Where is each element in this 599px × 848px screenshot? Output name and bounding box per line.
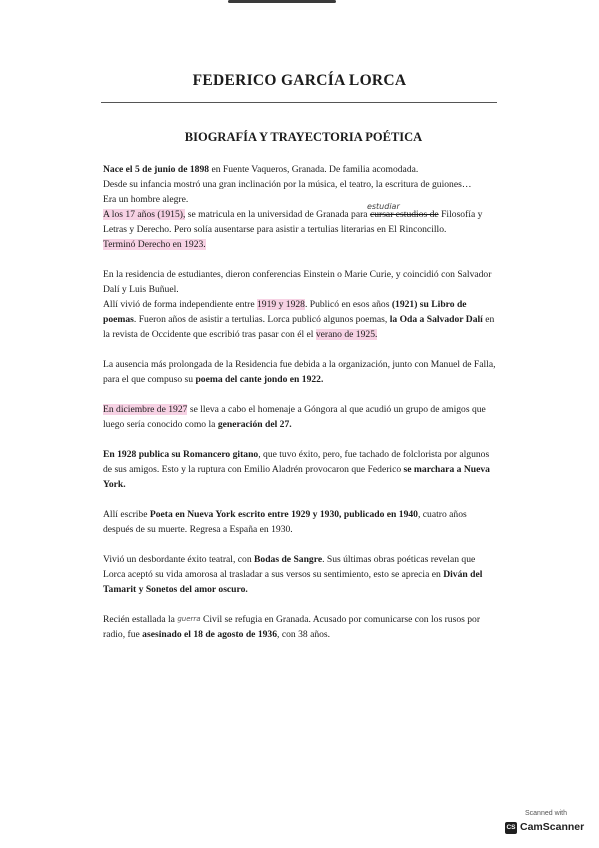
paragraph-cante-jondo <box>103 357 496 387</box>
section-title: BIOGRAFÍA Y TRAYECTORIA POÉTICA <box>184 130 423 144</box>
text-span: se lleva a cabo el homenaje a Góngora al que acudió un grupo de amigos que luego sería conocido como la <box>103 404 486 430</box>
paragraph-birth <box>103 162 496 252</box>
text-span: Recién estallada la <box>103 614 178 625</box>
title-divider <box>101 102 497 103</box>
bold-text: asesinado el 18 de agosto de 1936 <box>142 629 278 640</box>
text-span: , con 38 años. <box>277 629 331 640</box>
bold-text: la Oda a Salvador Dalí <box>389 314 483 325</box>
bold-text: se marchara a Nueva York. <box>103 464 490 490</box>
text-span: . Fueron años de asistir a tertulias. Lorca publicó algunos poemas, <box>133 314 390 325</box>
paragraph-death <box>103 612 496 642</box>
highlighted-text: 1919 y 1928 <box>256 299 305 310</box>
paragraph-generation-27 <box>103 402 496 432</box>
bold-text: En 1928 publica su Romancero gitano <box>103 449 259 460</box>
highlighted-text: Terminó Derecho en 1923. <box>103 239 206 250</box>
text-span: Civil se refugia en Granada. Acusado por comunicarse con los rusos por radio, fue <box>103 614 481 640</box>
scanner-caption: Scanned with <box>524 810 568 817</box>
highlighted-text: A los 17 años (1915), <box>103 209 186 220</box>
text-span: en Fuente Vaqueros, Granada. De familia acomodada. <box>209 164 419 175</box>
text-span: Allí escribe <box>103 509 150 520</box>
highlighted-text: En diciembre de 1927 <box>103 404 188 415</box>
scanner-watermark <box>502 808 590 840</box>
text-span: La ausencia más prolongada de la Residencia fue debida a la organización, junto con Manuel de Falla, para el que compuso su <box>103 359 496 385</box>
text-span: en la revista de Occidente que escribió tras pasar con él el <box>103 314 495 340</box>
paragraph-theatre <box>103 552 496 597</box>
bold-text: Diván del Tamarit y Sonetos del amor oscuro. <box>103 569 483 595</box>
bold-text: Poeta en Nueva York escrito entre 1929 y 1930, publicado en 1940 <box>149 509 418 520</box>
text-span: Filosofía y Letras y Derecho. Pero solía ausentarse para asistir a tertulias literarias en El Rinconcillo. <box>103 209 483 235</box>
text-span: . Sus últimas obras poéticas revelan que Lorca aceptó su vida amorosa al trasladar a sus versos su sentimiento, esto se aprecia en <box>103 554 476 580</box>
bold-text: Nace el 5 de junio de 1898 <box>103 164 210 175</box>
handwritten-annotation: estudiar <box>366 202 400 211</box>
page-edge-mark <box>228 0 336 3</box>
text-span: En la residencia de estudiantes, dieron conferencias Einstein o Marie Curie, y coincidió con Salvador Dalí y Luis Buñuel. <box>103 269 492 295</box>
document-body <box>103 162 496 657</box>
text-span: Vivió un desbordante éxito teatral, con <box>103 554 255 565</box>
paragraph-residence <box>103 267 496 342</box>
bold-text: generación del 27. <box>217 419 292 430</box>
bold-text: (1921) su Libro de poemas <box>103 299 467 325</box>
text-span: , que tuvo éxito, pero, fue tachado de folclorista por algunos de sus amigos. Esto y la ruptura con Emilio Aladrén provocaron que Federico <box>103 449 490 475</box>
text-span: Allí vivió de forma independiente entre <box>103 299 257 310</box>
text-span: , cuatro años después de su muerte. Regresa a España en 1930. <box>103 509 467 535</box>
text-span: . Publicó en esos años <box>304 299 392 310</box>
text-span: Era un hombre alegre. <box>103 194 189 205</box>
struck-text <box>366 202 439 220</box>
bold-text: poema del cante jondo en 1922. <box>195 374 324 385</box>
paragraph-new-york <box>103 507 496 537</box>
handwritten-annotation: guerra <box>177 615 201 623</box>
text-span: Desde su infancia mostró una gran inclinación por la música, el teatro, la escritura de guiones… <box>103 179 472 190</box>
text-span: se matricula en la universidad de Granada para <box>185 209 370 220</box>
scanner-brand: CamScanner <box>520 821 585 833</box>
camscanner-logo-icon: CS <box>505 822 517 834</box>
highlighted-text: verano de 1925. <box>315 329 378 340</box>
paragraph-romancero <box>103 447 496 492</box>
document-title: FEDERICO GARCÍA LORCA <box>192 72 407 89</box>
text-span: cursar estudios de <box>369 209 439 220</box>
bold-text: Bodas de Sangre <box>254 554 323 565</box>
